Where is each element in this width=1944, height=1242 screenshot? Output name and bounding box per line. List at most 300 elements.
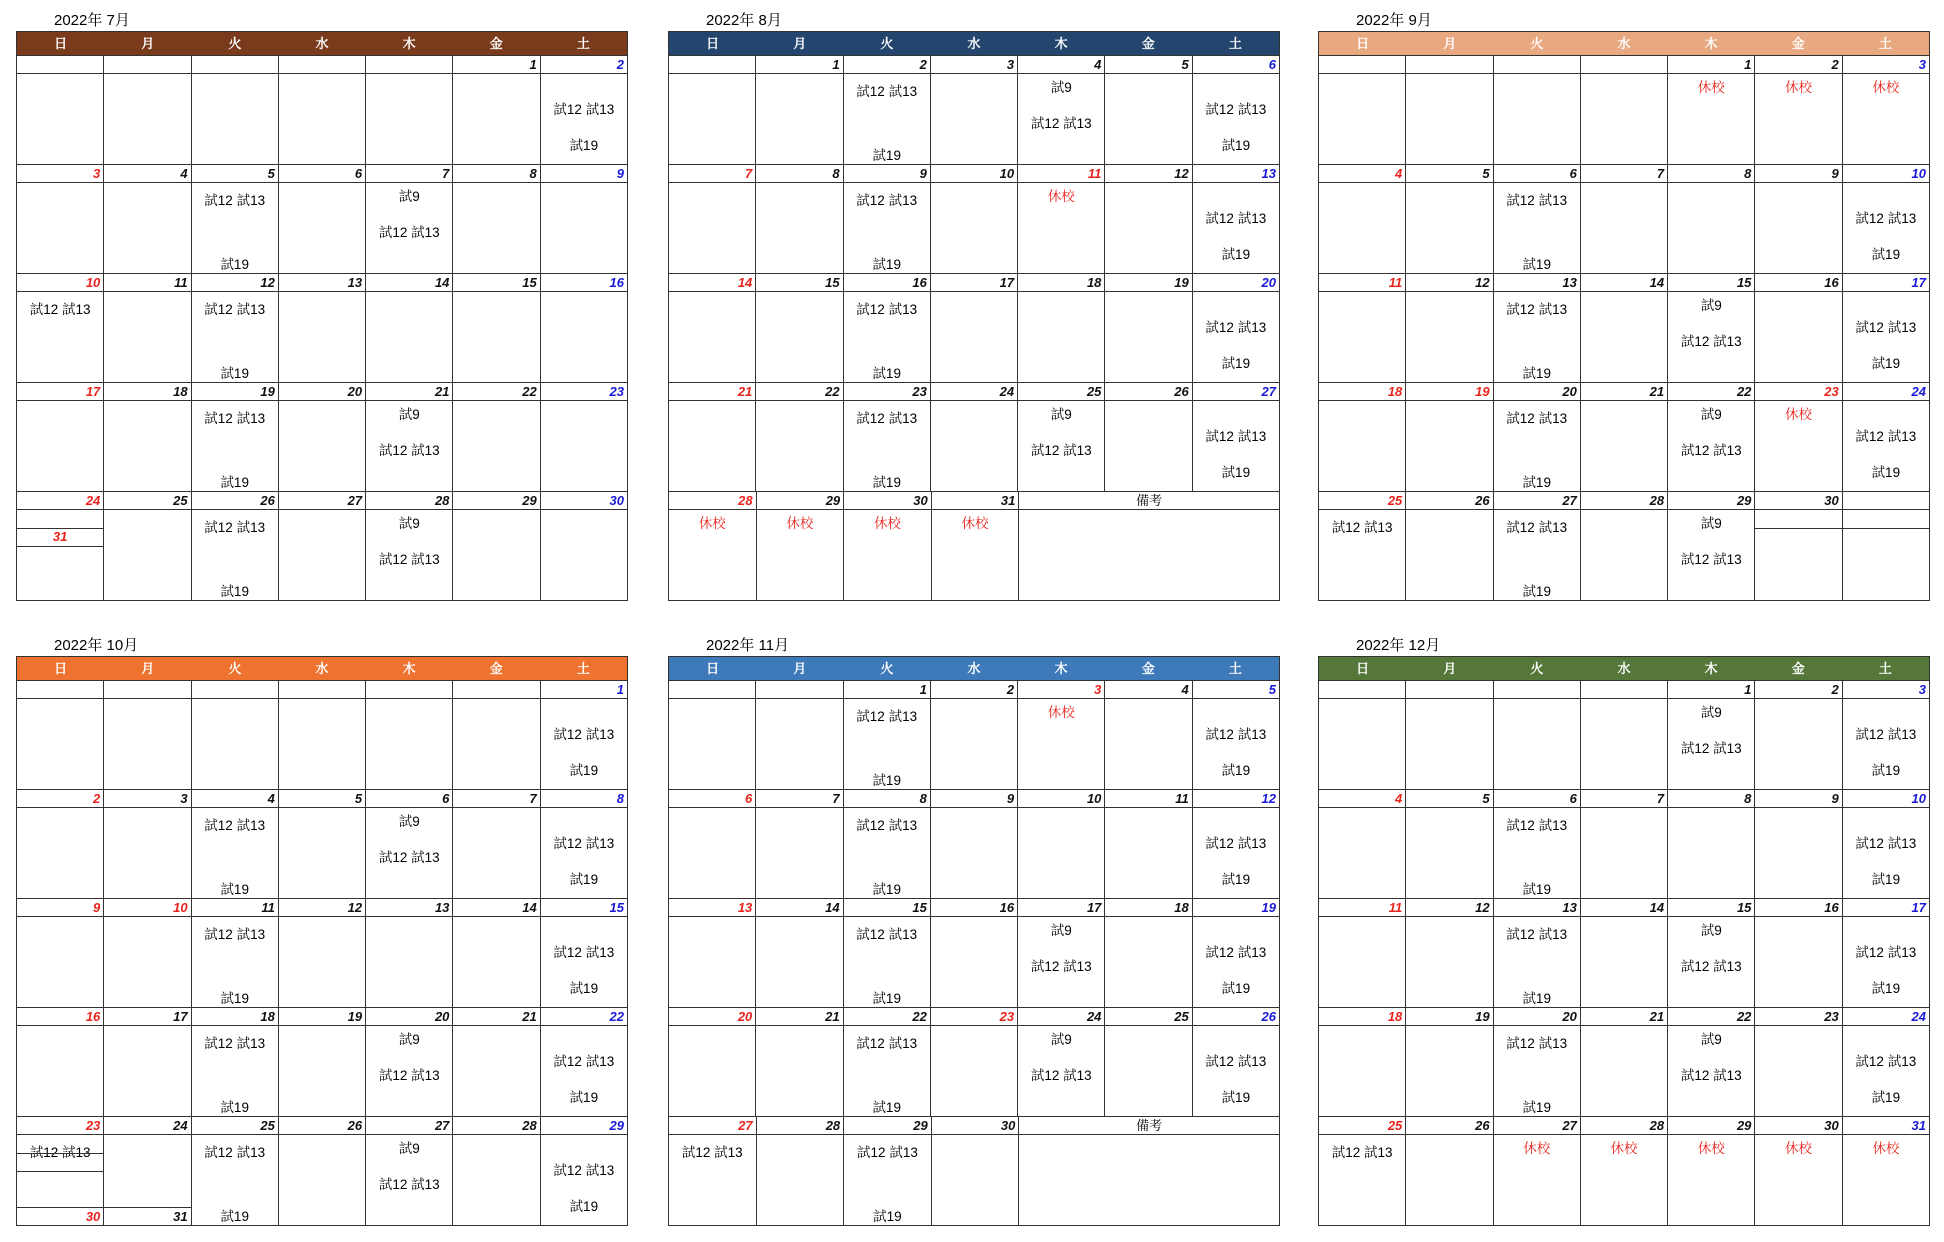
day-cell xyxy=(931,899,1018,1008)
event-text: 試19 xyxy=(1522,1100,1551,1115)
day-number-divider xyxy=(1105,73,1191,74)
weekday-label: 月 xyxy=(1443,661,1457,676)
day-number: 24 xyxy=(173,1118,188,1133)
day-number: 29 xyxy=(1736,493,1752,508)
day-cell xyxy=(844,492,932,601)
day-number: 31 xyxy=(173,1209,188,1224)
day-number-divider xyxy=(844,1134,931,1135)
event-text: 試12 試13 xyxy=(1855,836,1917,851)
day-number: 29 xyxy=(825,493,841,508)
day-number: 23 xyxy=(1824,1009,1839,1024)
event-text: 試12 試13 xyxy=(1205,429,1267,444)
day-number-divider xyxy=(1406,916,1492,917)
day-cell xyxy=(366,899,453,1008)
day-number-divider xyxy=(541,807,627,808)
weekday-label: 木 xyxy=(1704,36,1718,51)
day-number-divider xyxy=(1406,1134,1492,1135)
day-cell xyxy=(931,165,1018,274)
month-grid xyxy=(668,56,1280,601)
day-cell xyxy=(932,1117,1020,1226)
day-number: 24 xyxy=(1911,1009,1926,1024)
week-row xyxy=(1319,1008,1929,1117)
day-cell xyxy=(279,1117,366,1226)
day-number-divider xyxy=(453,509,539,510)
weekday-label: 火 xyxy=(880,661,894,676)
day-cell xyxy=(1843,1117,1929,1226)
day-cell xyxy=(1668,899,1755,1008)
day-number-divider xyxy=(279,698,365,699)
day-number-divider xyxy=(104,1025,190,1026)
day-number: 29 xyxy=(1736,1118,1752,1133)
day-number-divider xyxy=(844,916,930,917)
day-number: 19 xyxy=(1261,900,1276,915)
event-text: 試19 xyxy=(220,991,249,1006)
day-number: 4 xyxy=(1395,791,1403,806)
day-number: 27 xyxy=(1562,1118,1577,1133)
day-cell xyxy=(844,899,931,1008)
event-text: 試19 xyxy=(1871,356,1901,371)
day-cell xyxy=(756,274,843,383)
day-number: 26 xyxy=(1261,1009,1276,1024)
day-number-divider xyxy=(931,73,1017,74)
event-text: 試12 試13 xyxy=(1506,520,1568,535)
day-number: 15 xyxy=(912,900,927,915)
day-number-divider xyxy=(17,698,103,699)
day-cell xyxy=(17,492,104,601)
day-cell xyxy=(192,165,279,274)
day-number: 14 xyxy=(825,900,840,915)
day-number: 1 xyxy=(919,682,927,697)
day-cell xyxy=(17,383,104,492)
day-number-divider xyxy=(756,916,842,917)
day-number: 13 xyxy=(1562,900,1577,915)
day-cell xyxy=(1668,274,1755,383)
day-number-divider xyxy=(1581,807,1667,808)
day-number-divider xyxy=(669,1025,755,1026)
day-number-divider xyxy=(757,1134,844,1135)
event-text: 試12 試13 xyxy=(1855,727,1917,742)
day-number: 7 xyxy=(1656,791,1665,806)
school-closed-label: 休校 xyxy=(1047,189,1075,204)
day-number-divider xyxy=(366,807,452,808)
day-cell xyxy=(366,492,453,601)
day-number-divider xyxy=(1755,73,1841,74)
day-number-divider xyxy=(1018,1025,1104,1026)
day-number-divider xyxy=(669,916,755,917)
day-number-divider xyxy=(1018,400,1104,401)
day-cell xyxy=(1843,1008,1929,1117)
day-number-divider xyxy=(1581,509,1667,510)
day-number-divider xyxy=(1668,509,1754,510)
day-number-divider xyxy=(192,291,278,292)
day-number-divider xyxy=(1755,509,1841,510)
day-number: 8 xyxy=(1744,166,1752,181)
day-number-divider xyxy=(844,291,930,292)
day-number-divider xyxy=(1668,291,1754,292)
day-number-divider xyxy=(669,400,755,401)
day-number-divider xyxy=(669,291,755,292)
week-row xyxy=(669,790,1279,899)
weekday-label: 日 xyxy=(706,36,720,51)
school-closed-label: 休校 xyxy=(698,516,726,531)
day-cell xyxy=(192,899,279,1008)
event-text: 試12 試13 xyxy=(1205,727,1267,742)
day-number: 6 xyxy=(745,791,753,806)
day-number: 26 xyxy=(347,1118,363,1133)
event-text: 試19 xyxy=(1221,763,1251,778)
event-text: 試19 xyxy=(220,475,249,490)
event-text: 試19 xyxy=(1522,475,1551,490)
day-cell xyxy=(1843,274,1929,383)
day-number-divider xyxy=(17,291,103,292)
day-cell xyxy=(1319,56,1406,165)
week-row xyxy=(1319,56,1929,165)
event-text: 試12 試13 xyxy=(378,552,440,567)
day-cell xyxy=(1755,56,1842,165)
day-number: 13 xyxy=(347,275,363,290)
week-row xyxy=(669,899,1279,1008)
event-text: 試9 xyxy=(398,516,420,531)
day-number: 22 xyxy=(1736,1009,1752,1024)
day-cell xyxy=(541,1117,627,1226)
event-text: 試12 試13 xyxy=(378,225,440,240)
day-number: 24 xyxy=(85,493,101,508)
day-cell xyxy=(1105,899,1192,1008)
weekday-header xyxy=(1318,31,1930,56)
event-text: 試19 xyxy=(1221,981,1251,996)
event-text: 試9 xyxy=(1700,1032,1722,1047)
day-cell xyxy=(366,1117,453,1226)
day-number: 1 xyxy=(529,57,537,72)
day-number-divider xyxy=(1755,291,1841,292)
day-cell xyxy=(844,790,931,899)
event-text: 試12 試13 xyxy=(553,1163,615,1178)
day-number: 25 xyxy=(1387,493,1403,508)
day-number: 3 xyxy=(1918,57,1926,72)
event-text: 試12 試13 xyxy=(29,302,91,317)
day-cell xyxy=(17,56,104,165)
weekday-label: 日 xyxy=(54,36,68,51)
day-number-divider xyxy=(1843,291,1929,292)
day-cell xyxy=(1755,165,1842,274)
event-text: 試12 試13 xyxy=(1331,520,1393,535)
event-text: 試19 xyxy=(1221,356,1251,371)
day-number-divider xyxy=(453,291,539,292)
day-number: 30 xyxy=(1824,493,1839,508)
day-cell xyxy=(1105,681,1192,790)
day-number-divider xyxy=(1018,291,1104,292)
event-text: 試12 試13 xyxy=(1506,302,1568,317)
event-text: 試9 xyxy=(1700,298,1722,313)
day-number: 29 xyxy=(522,493,537,508)
day-number-divider xyxy=(104,698,190,699)
day-number: 7 xyxy=(745,166,753,181)
day-cell xyxy=(844,681,931,790)
day-cell xyxy=(541,56,627,165)
weekday-header xyxy=(668,31,1280,56)
event-text: 試19 xyxy=(1871,247,1901,262)
day-number-divider xyxy=(1319,1134,1405,1135)
day-cell xyxy=(366,790,453,899)
day-number: 26 xyxy=(1475,493,1490,508)
event-text: 試12 試13 xyxy=(1680,334,1742,349)
day-number: 3 xyxy=(180,791,188,806)
day-number-divider xyxy=(541,698,627,699)
weekday-label: 月 xyxy=(141,661,155,676)
day-number-divider xyxy=(192,916,278,917)
school-closed-label: 休校 xyxy=(873,516,901,531)
day-number-divider xyxy=(104,807,190,808)
event-text: 試12 試13 xyxy=(378,443,440,458)
day-cell xyxy=(757,492,845,601)
day-number-divider xyxy=(1019,509,1279,510)
event-text: 試12 試13 xyxy=(1855,1054,1917,1069)
day-number: 7 xyxy=(529,791,537,806)
school-closed-label: 休校 xyxy=(786,516,814,531)
day-number: 21 xyxy=(1649,384,1665,399)
week-row xyxy=(17,1117,627,1226)
day-number: 31 xyxy=(1911,1118,1926,1133)
event-text: 試12 試13 xyxy=(204,411,266,426)
event-text: 試19 xyxy=(220,584,249,599)
day-number-divider xyxy=(1193,400,1279,401)
weekday-label: 日 xyxy=(1356,661,1370,676)
day-number-divider xyxy=(279,182,365,183)
day-cell xyxy=(541,790,627,899)
day-number-divider xyxy=(931,400,1017,401)
day-number-divider xyxy=(1843,1025,1929,1026)
month-grid xyxy=(16,681,628,1226)
day-cell xyxy=(17,1008,104,1117)
week-row xyxy=(1319,274,1929,383)
day-number-divider xyxy=(931,916,1017,917)
event-text: 試12 試13 xyxy=(1205,320,1267,335)
day-cell xyxy=(1494,274,1581,383)
day-number: 9 xyxy=(1831,166,1839,181)
school-closed-label: 休校 xyxy=(1785,1141,1813,1156)
day-cell xyxy=(1018,383,1105,492)
day-number-divider xyxy=(1843,916,1929,917)
day-cell xyxy=(1018,681,1105,790)
day-cell xyxy=(1406,383,1493,492)
day-number: 23 xyxy=(609,384,624,399)
day-number-divider xyxy=(1193,698,1279,699)
day-number: 30 xyxy=(85,1209,101,1224)
day-number-divider xyxy=(1668,916,1754,917)
event-text: 試19 xyxy=(220,1100,249,1115)
day-cell xyxy=(366,383,453,492)
day-number: 20 xyxy=(1562,384,1577,399)
day-number-divider xyxy=(1494,73,1580,74)
day-number: 14 xyxy=(434,275,450,290)
day-cell xyxy=(1018,274,1105,383)
day-number-divider xyxy=(1406,1025,1492,1026)
day-number-divider xyxy=(756,698,842,699)
day-number-divider xyxy=(756,400,842,401)
week-row xyxy=(669,165,1279,274)
day-cell xyxy=(844,274,931,383)
day-cell xyxy=(104,56,191,165)
event-text: 試19 xyxy=(1871,981,1901,996)
day-number-divider xyxy=(1494,509,1580,510)
event-text: 試19 xyxy=(872,773,901,788)
day-number-divider xyxy=(279,400,365,401)
day-number: 11 xyxy=(174,275,188,290)
weekday-label: 火 xyxy=(228,36,242,51)
day-cell xyxy=(1319,165,1406,274)
day-number: 29 xyxy=(609,1118,624,1133)
event-text: 試12 試13 xyxy=(681,1145,743,1160)
day-number-divider xyxy=(756,1025,842,1026)
day-number: 18 xyxy=(1086,275,1102,290)
school-closed-label: 休校 xyxy=(1785,80,1813,95)
day-cell xyxy=(931,274,1018,383)
day-number: 11 xyxy=(261,900,275,915)
event-text: 試12 試13 xyxy=(856,709,918,724)
day-cell xyxy=(17,681,104,790)
day-cell xyxy=(453,383,540,492)
day-number: 13 xyxy=(434,900,450,915)
day-number: 22 xyxy=(825,384,840,399)
event-text: 試9 xyxy=(1050,1032,1072,1047)
day-number: 16 xyxy=(85,1009,101,1024)
day-number: 18 xyxy=(173,384,188,399)
week-row xyxy=(1319,165,1929,274)
day-cell xyxy=(932,492,1020,601)
day-number-divider xyxy=(1755,182,1841,183)
event-text: 試12 試13 xyxy=(1506,411,1568,426)
day-number-divider xyxy=(1406,182,1492,183)
day-cell xyxy=(279,790,366,899)
day-number-divider xyxy=(17,73,103,74)
event-text: 試19 xyxy=(1221,1090,1251,1105)
day-number: 15 xyxy=(1736,900,1752,915)
day-number: 25 xyxy=(1174,1009,1189,1024)
day-cell xyxy=(104,1117,191,1226)
cell-split-line xyxy=(1843,528,1929,529)
day-number-divider xyxy=(931,291,1017,292)
day-number: 17 xyxy=(1911,275,1926,290)
day-cell xyxy=(1406,681,1493,790)
week-row xyxy=(17,383,627,492)
day-cell xyxy=(1018,790,1105,899)
week-row xyxy=(17,274,627,383)
event-text: 試19 xyxy=(220,366,249,381)
day-number: 19 xyxy=(347,1009,363,1024)
sub-row-line xyxy=(17,1171,103,1172)
day-cell xyxy=(1668,165,1755,274)
day-cell xyxy=(366,56,453,165)
weekday-label: 月 xyxy=(793,36,807,51)
day-number-divider xyxy=(756,291,842,292)
day-number-divider xyxy=(1494,698,1580,699)
day-number: 14 xyxy=(522,900,537,915)
day-number: 21 xyxy=(434,384,450,399)
day-number-divider xyxy=(1018,916,1104,917)
day-number: 15 xyxy=(522,275,537,290)
event-text: 試12 試13 xyxy=(1506,193,1568,208)
day-cell xyxy=(1018,165,1105,274)
day-cell xyxy=(192,790,279,899)
day-number-divider xyxy=(1193,291,1279,292)
day-number-divider xyxy=(1193,916,1279,917)
day-number: 30 xyxy=(609,493,624,508)
day-number: 14 xyxy=(1649,275,1665,290)
day-number: 29 xyxy=(913,1118,928,1133)
day-number: 18 xyxy=(1387,1009,1403,1024)
day-cell xyxy=(1193,1008,1279,1117)
day-number-divider xyxy=(1319,509,1405,510)
day-cell xyxy=(279,383,366,492)
day-number-divider xyxy=(541,400,627,401)
day-number: 4 xyxy=(267,791,275,806)
day-number: 3 xyxy=(93,166,101,181)
day-number-divider xyxy=(541,509,627,510)
day-number-divider xyxy=(1668,400,1754,401)
day-number: 21 xyxy=(1649,1009,1665,1024)
weekday-label: 木 xyxy=(1054,661,1068,676)
day-number-divider xyxy=(192,182,278,183)
day-number: 15 xyxy=(825,275,840,290)
day-cell xyxy=(192,1117,279,1226)
day-cell xyxy=(1668,1008,1755,1117)
day-number: 24 xyxy=(999,384,1015,399)
week-row xyxy=(669,492,1279,601)
day-cell xyxy=(931,1008,1018,1117)
day-cell xyxy=(366,165,453,274)
day-cell xyxy=(1018,899,1105,1008)
day-cell xyxy=(104,492,191,601)
day-number-divider xyxy=(1843,400,1929,401)
day-number: 31 xyxy=(1000,493,1016,508)
day-number: 1 xyxy=(832,57,840,72)
day-number-divider xyxy=(1581,698,1667,699)
day-number: 16 xyxy=(609,275,624,290)
event-text: 試19 xyxy=(1221,138,1251,153)
event-text: 試12 試13 xyxy=(378,1068,440,1083)
day-number: 22 xyxy=(609,1009,624,1024)
day-cell xyxy=(104,790,191,899)
day-number-divider xyxy=(17,1025,103,1026)
day-number-divider xyxy=(1018,182,1104,183)
day-cell xyxy=(756,790,843,899)
weekday-label: 火 xyxy=(228,661,242,676)
event-text: 試12 試13 xyxy=(1205,836,1267,851)
event-text: 試19 xyxy=(1221,247,1251,262)
day-number-divider xyxy=(1755,1134,1841,1135)
day-number-divider xyxy=(366,400,452,401)
day-number: 3 xyxy=(1006,57,1015,72)
day-number: 25 xyxy=(173,493,188,508)
day-cell xyxy=(1581,56,1668,165)
day-number: 27 xyxy=(434,1118,450,1133)
day-number-divider xyxy=(279,807,365,808)
day-number: 20 xyxy=(1261,275,1276,290)
week-row xyxy=(17,899,627,1008)
event-text: 試12 試13 xyxy=(204,520,266,535)
day-number: 8 xyxy=(832,166,840,181)
day-number: 5 xyxy=(1482,791,1490,806)
day-cell xyxy=(1668,790,1755,899)
day-number-divider xyxy=(1494,1134,1580,1135)
event-text: 試19 xyxy=(1522,882,1551,897)
week-row xyxy=(669,383,1279,492)
day-number: 9 xyxy=(616,166,624,181)
day-number-divider xyxy=(1494,182,1580,183)
day-number: 11 xyxy=(1175,791,1189,806)
weekday-label: 水 xyxy=(1617,661,1631,676)
day-number: 5 xyxy=(354,791,363,806)
